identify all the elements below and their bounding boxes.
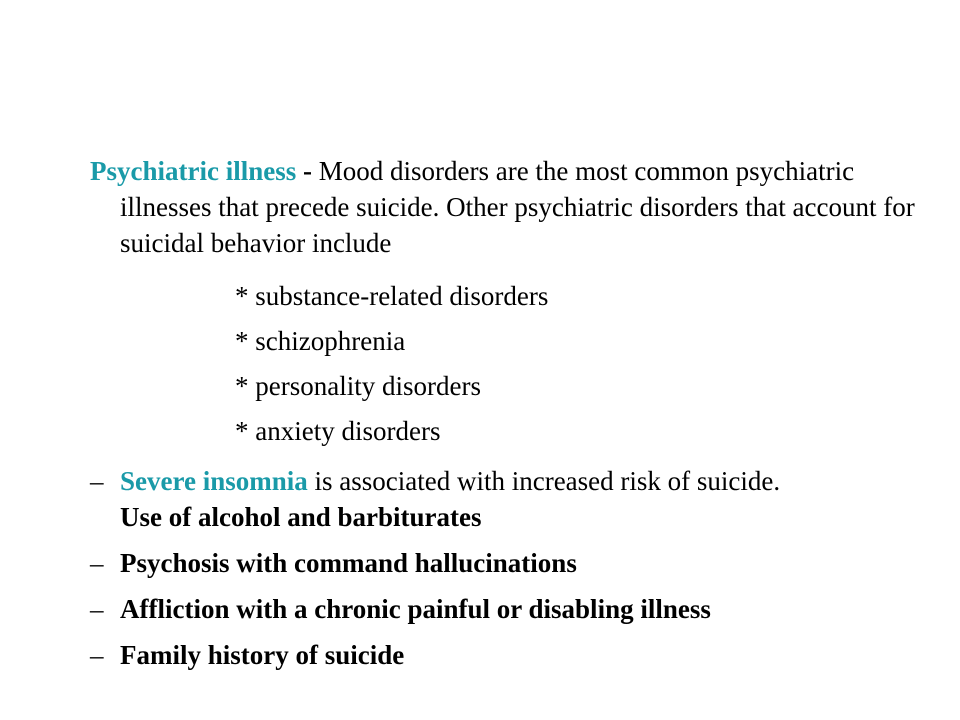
bullet-item: * substance-related disorders	[235, 281, 549, 311]
dash-marker: –	[90, 640, 104, 670]
intro-text: Mood disorders are the most common psychiatric illnesses that precede suicide. Other psychiatric disorders that account for suicidal behavior include	[120, 156, 915, 258]
alcohol-line: Use of alcohol and barbiturates	[120, 502, 482, 532]
intro-separator: -	[296, 156, 319, 186]
dash-marker: –	[90, 594, 104, 624]
dash-item-insomnia	[90, 463, 930, 535]
dash-item-text	[90, 463, 930, 535]
dash-item-affliction	[90, 591, 930, 627]
dash-item-family-history	[90, 637, 930, 673]
dash-marker: –	[90, 466, 104, 496]
intro-heading: Psychiatric illness	[90, 156, 297, 186]
dash-item-text: Affliction with a chronic painful or disabling illness	[120, 594, 711, 624]
dash-item-text: Family history of suicide	[120, 640, 405, 670]
dash-marker: –	[90, 548, 104, 578]
insomnia-text: is associated with increased risk of suicide.	[307, 466, 781, 496]
bullet-item: * schizophrenia	[235, 326, 406, 356]
dash-item-text: Psychosis with command hallucinations	[120, 548, 577, 578]
bullet-item: * personality disorders	[235, 371, 481, 401]
insomnia-highlight: Severe insomnia	[120, 466, 308, 496]
dash-item-psychosis	[90, 545, 930, 581]
bullet-item: * anxiety disorders	[235, 416, 441, 446]
intro-paragraph	[90, 153, 920, 261]
